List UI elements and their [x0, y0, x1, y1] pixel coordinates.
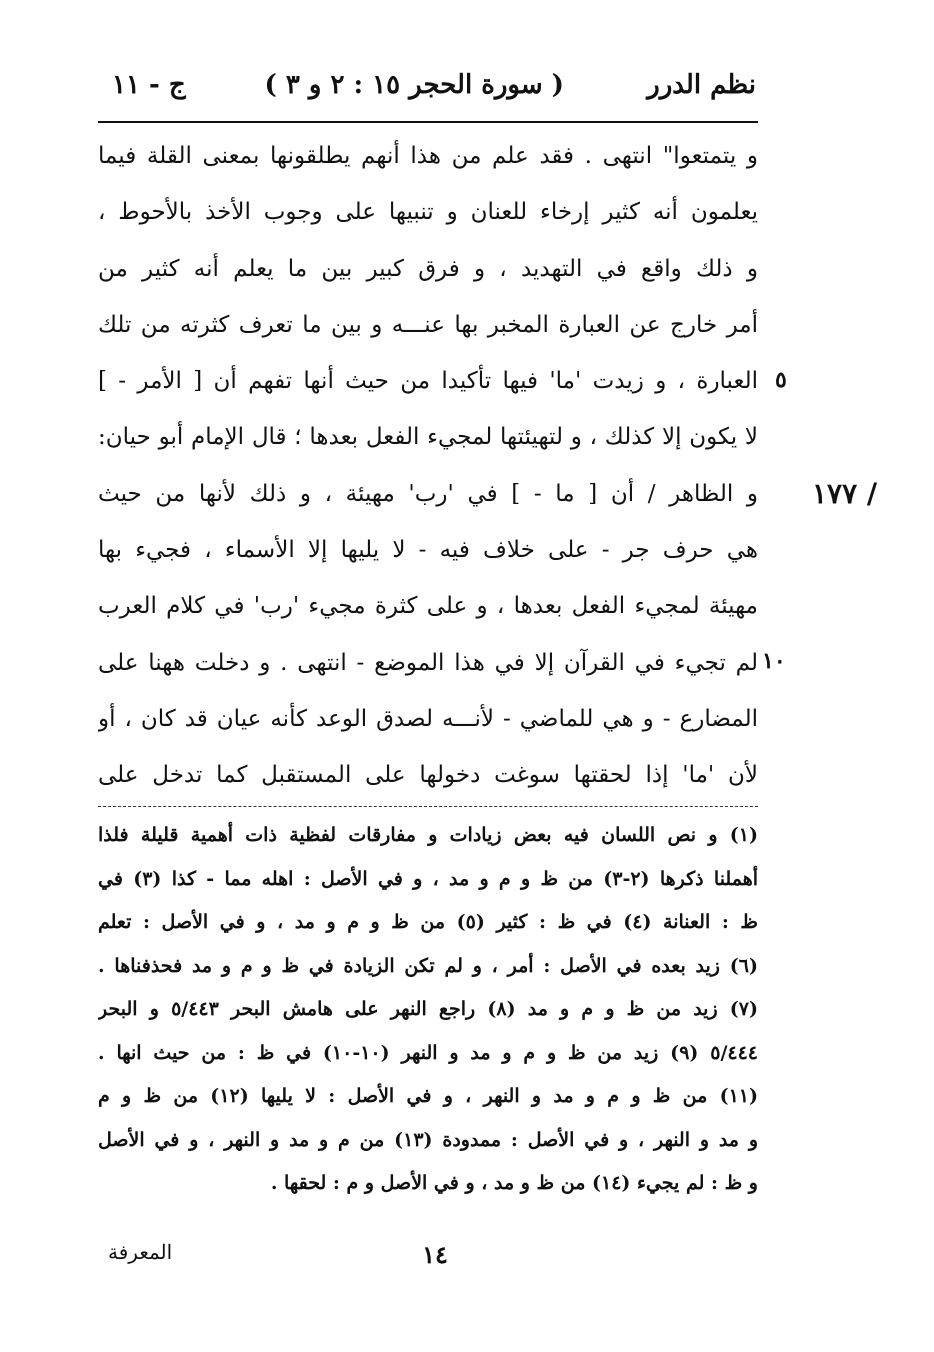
main-text — [98, 128, 758, 804]
footnote-line: (٧) زيد من ظ و م و مد (٨) راجع النهر على هامش البحر ٥/٤٤٣ و البحر — [98, 998, 758, 1020]
text-line: لم تجيء في القرآن إلا في هذا الموضع - انتهى . و دخلت ههنا على — [98, 649, 758, 676]
footnote-line: أهملنا ذكرها (٢-٣) من ظ و م و مد ، و في الأصل : اهله مما - كذا (٣) في — [98, 867, 758, 890]
footnote-line: ظ : العنانة (٤) في ظ : كثير (٥) من ظ و م و مد ، و في الأصل : تعلم — [98, 911, 758, 933]
text-line: العبارة ، و زيدت 'ما' فيها تأكيدا من حيث أنها تفهم أن [ الأمر - ] — [98, 368, 758, 395]
footnote-line: و ظ : لم يجيء (١٤) من ظ و مد ، و في الأصل و م : لحقها . — [270, 1172, 758, 1194]
text-line: و الظاهر / أن [ ما - ] في 'رب' مهيئة ، و ذلك لأنها من حيث — [98, 480, 758, 507]
text-line: لا يكون إلا كذلك ، و لتهيئتها لمجيء الفعل بعدها ؛ قال الإمام أبو حيان: — [98, 424, 758, 451]
footnote-divider — [98, 806, 758, 807]
running-title: نظم الدرر — [647, 70, 756, 100]
page-number: ١٤ — [422, 1240, 448, 1269]
footnote-line: ٥/٤٤٤ (٩) زيد من ظ و م و مد و النهر (١٠-١٠) في ظ : من حيث انها . — [98, 1041, 758, 1064]
header-rule — [98, 121, 758, 123]
footnote-line: و مد و النهر ، و في الأصل : ممدودة (١٣) من م و مد و النهر ، و في الأصل — [98, 1128, 758, 1151]
text-line: و يتمتعوا" انتهى . فقد علم من هذا أنهم يطلقونها بمعنى القلة فيما — [98, 143, 758, 169]
text-line: و ذلك واقع في التهديد ، و فرق كبير بين ما يعلم أنه كثير من — [98, 255, 758, 282]
line-number-5: ٥ — [775, 367, 787, 393]
line-number-10: ١٠ — [762, 648, 786, 674]
footnote-line: (١١) من ظ و م و مد و النهر ، و في الأصل : لا يليها (١٢) من ظ و م — [98, 1085, 758, 1107]
text-line: لأن 'ما' إذا لحقتها سوغت دخولها على المستقبل كما تدخل على — [98, 762, 758, 789]
printer-signature: المعرفة — [108, 1240, 173, 1264]
footnotes — [98, 814, 758, 1206]
text-line: هي حرف جر - على خلاف فيه - لا يليها إلا الأسماء ، فجيء بها — [98, 537, 758, 564]
footnote-line: (٦) زيد بعده في الأصل : أمر ، و لم تكن الزيادة في ظ و م و مد فحذفناها . — [98, 954, 758, 977]
text-line: أمر خارج عن العبارة المخبر بها عنـــه و بين ما تعرف كثرته من تلك — [98, 311, 758, 338]
text-line: يعلمون أنه كثير إرخاء للعنان و تنبيها على وجوب الأخذ بالأحوط ، — [98, 199, 758, 226]
footnote-line: (١) و نص اللسان فيه بعض زيادات و مفارقات لفظية ذات أهمية قليلة فلذا — [98, 824, 758, 846]
sura-reference: ( سورة الحجر ١٥ : ٢ و ٣ ) — [264, 70, 564, 100]
text-line: المضارع - و هي للماضي - لأنـــه لصدق الوعد كأنه عيان قد كان ، أو — [98, 705, 758, 732]
volume-part: ج - ١١ — [112, 70, 186, 100]
margin-page-reference: ١٧٧ / — [812, 477, 878, 510]
text-line: مهيئة لمجيء الفعل بعدها ، و على كثرة مجيء 'رب' في كلام العرب — [98, 593, 758, 620]
